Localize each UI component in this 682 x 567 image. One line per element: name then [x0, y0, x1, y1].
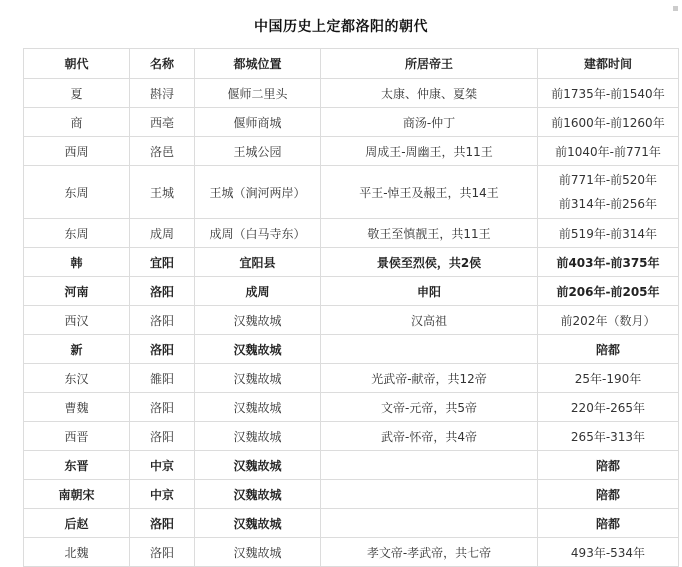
- cell-period: 前1735年-前1540年: [538, 79, 679, 108]
- cell-name: 中京: [130, 451, 195, 480]
- column-header-dynasty: 朝代: [24, 49, 130, 79]
- cell-dynasty: 西汉: [24, 306, 130, 335]
- cell-dynasty: 西周: [24, 137, 130, 166]
- cell-emperors: 周成王-周幽王，共11王: [321, 137, 538, 166]
- cell-emperors: [321, 509, 538, 538]
- cell-dynasty: 东周: [24, 166, 130, 219]
- cell-period: 前1600年-前1260年: [538, 108, 679, 137]
- cell-emperors: 申阳: [321, 277, 538, 306]
- cell-dynasty: 商: [24, 108, 130, 137]
- cell-emperors: 汉高祖: [321, 306, 538, 335]
- cell-dynasty: 东周: [24, 219, 130, 248]
- cell-period: 493年-534年: [538, 538, 679, 567]
- cell-location: 汉魏故城: [195, 306, 321, 335]
- cell-name: 中京: [130, 480, 195, 509]
- table-header-row: [24, 49, 679, 79]
- cell-name: 洛阳: [130, 509, 195, 538]
- cell-dynasty: 后赵: [24, 509, 130, 538]
- cell-name: 宜阳: [130, 248, 195, 277]
- cell-period-line: 前314年-前256年: [558, 197, 658, 211]
- cell-period: 陪都: [538, 480, 679, 509]
- cell-emperors: 孝文帝-孝武帝，共七帝: [321, 538, 538, 567]
- table-row: [24, 248, 679, 277]
- cell-location: 汉魏故城: [195, 480, 321, 509]
- cell-period: [538, 166, 679, 219]
- cell-emperors: [321, 335, 538, 364]
- cell-location: 成周（白马寺东）: [195, 219, 321, 248]
- cell-name: 洛阳: [130, 277, 195, 306]
- table-row: [24, 219, 679, 248]
- cell-name: 洛阳: [130, 538, 195, 567]
- cell-location: 成周: [195, 277, 321, 306]
- cell-period: 220年-265年: [538, 393, 679, 422]
- cell-emperors: 敬王至慎靓王，共11王: [321, 219, 538, 248]
- table-row: [24, 480, 679, 509]
- table-row: [24, 364, 679, 393]
- cell-emperors: 太康、仲康、夏桀: [321, 79, 538, 108]
- table-row: [24, 108, 679, 137]
- cell-period: 陪都: [538, 335, 679, 364]
- cell-emperors: 文帝-元帝，共5帝: [321, 393, 538, 422]
- page-title: 中国历史上定都洛阳的朝代: [254, 19, 428, 35]
- cell-name: 王城: [130, 166, 195, 219]
- cell-location: 汉魏故城: [195, 509, 321, 538]
- cell-dynasty: 夏: [24, 79, 130, 108]
- cell-emperors: [321, 451, 538, 480]
- cell-name: 成周: [130, 219, 195, 248]
- cell-period: 25年-190年: [538, 364, 679, 393]
- cell-period: 前206年-前205年: [538, 277, 679, 306]
- table-row: [24, 422, 679, 451]
- cell-name: 斟浔: [130, 79, 195, 108]
- table-row: [24, 166, 679, 219]
- cell-period: 陪都: [538, 509, 679, 538]
- table-row: [24, 538, 679, 567]
- cell-dynasty: 北魏: [24, 538, 130, 567]
- cell-location: 汉魏故城: [195, 451, 321, 480]
- table-row: [24, 509, 679, 538]
- cell-dynasty: 韩: [24, 248, 130, 277]
- corner-marker: [673, 6, 678, 11]
- cell-name: 雒阳: [130, 364, 195, 393]
- cell-location: 王城公园: [195, 137, 321, 166]
- cell-dynasty: 曹魏: [24, 393, 130, 422]
- cell-name: 洛阳: [130, 335, 195, 364]
- cell-name: 洛阳: [130, 422, 195, 451]
- table-row: [24, 451, 679, 480]
- cell-location: 汉魏故城: [195, 422, 321, 451]
- cell-location: 汉魏故城: [195, 335, 321, 364]
- cell-period-line: 前771年-前520年: [558, 173, 658, 187]
- cell-location: 偃师二里头: [195, 79, 321, 108]
- cell-dynasty: 新: [24, 335, 130, 364]
- cell-dynasty: 南朝宋: [24, 480, 130, 509]
- dynasty-table: [23, 48, 679, 567]
- cell-emperors: 商汤-仲丁: [321, 108, 538, 137]
- cell-name: 西亳: [130, 108, 195, 137]
- cell-period: 前202年（数月）: [538, 306, 679, 335]
- cell-period: 前1040年-前771年: [538, 137, 679, 166]
- table-row: [24, 137, 679, 166]
- cell-period: 265年-313年: [538, 422, 679, 451]
- column-header-name: 名称: [130, 49, 195, 79]
- cell-emperors: 景侯至烈侯，共2侯: [321, 248, 538, 277]
- cell-name: 洛阳: [130, 393, 195, 422]
- cell-dynasty: 东晋: [24, 451, 130, 480]
- cell-period: 陪都: [538, 451, 679, 480]
- cell-location: 偃师商城: [195, 108, 321, 137]
- cell-location: 汉魏故城: [195, 364, 321, 393]
- column-header-emperors: 所居帝王: [321, 49, 538, 79]
- cell-name: 洛邑: [130, 137, 195, 166]
- cell-name: 洛阳: [130, 306, 195, 335]
- table-row: [24, 335, 679, 364]
- column-header-period: 建都时间: [538, 49, 679, 79]
- cell-period: 前519年-前314年: [538, 219, 679, 248]
- cell-emperors: 平王-悼王及赧王，共14王: [321, 166, 538, 219]
- table-row: [24, 393, 679, 422]
- cell-dynasty: 东汉: [24, 364, 130, 393]
- table-row: [24, 79, 679, 108]
- column-header-location: 都城位置: [195, 49, 321, 79]
- cell-dynasty: 河南: [24, 277, 130, 306]
- table-row: [24, 277, 679, 306]
- cell-location: 宜阳县: [195, 248, 321, 277]
- cell-emperors: 光武帝-献帝，共12帝: [321, 364, 538, 393]
- cell-dynasty: 西晋: [24, 422, 130, 451]
- cell-location: 汉魏故城: [195, 538, 321, 567]
- cell-location: 汉魏故城: [195, 393, 321, 422]
- cell-emperors: [321, 480, 538, 509]
- cell-location: 王城（涧河两岸）: [195, 166, 321, 219]
- table-row: [24, 306, 679, 335]
- cell-emperors: 武帝-怀帝，共4帝: [321, 422, 538, 451]
- cell-period: 前403年-前375年: [538, 248, 679, 277]
